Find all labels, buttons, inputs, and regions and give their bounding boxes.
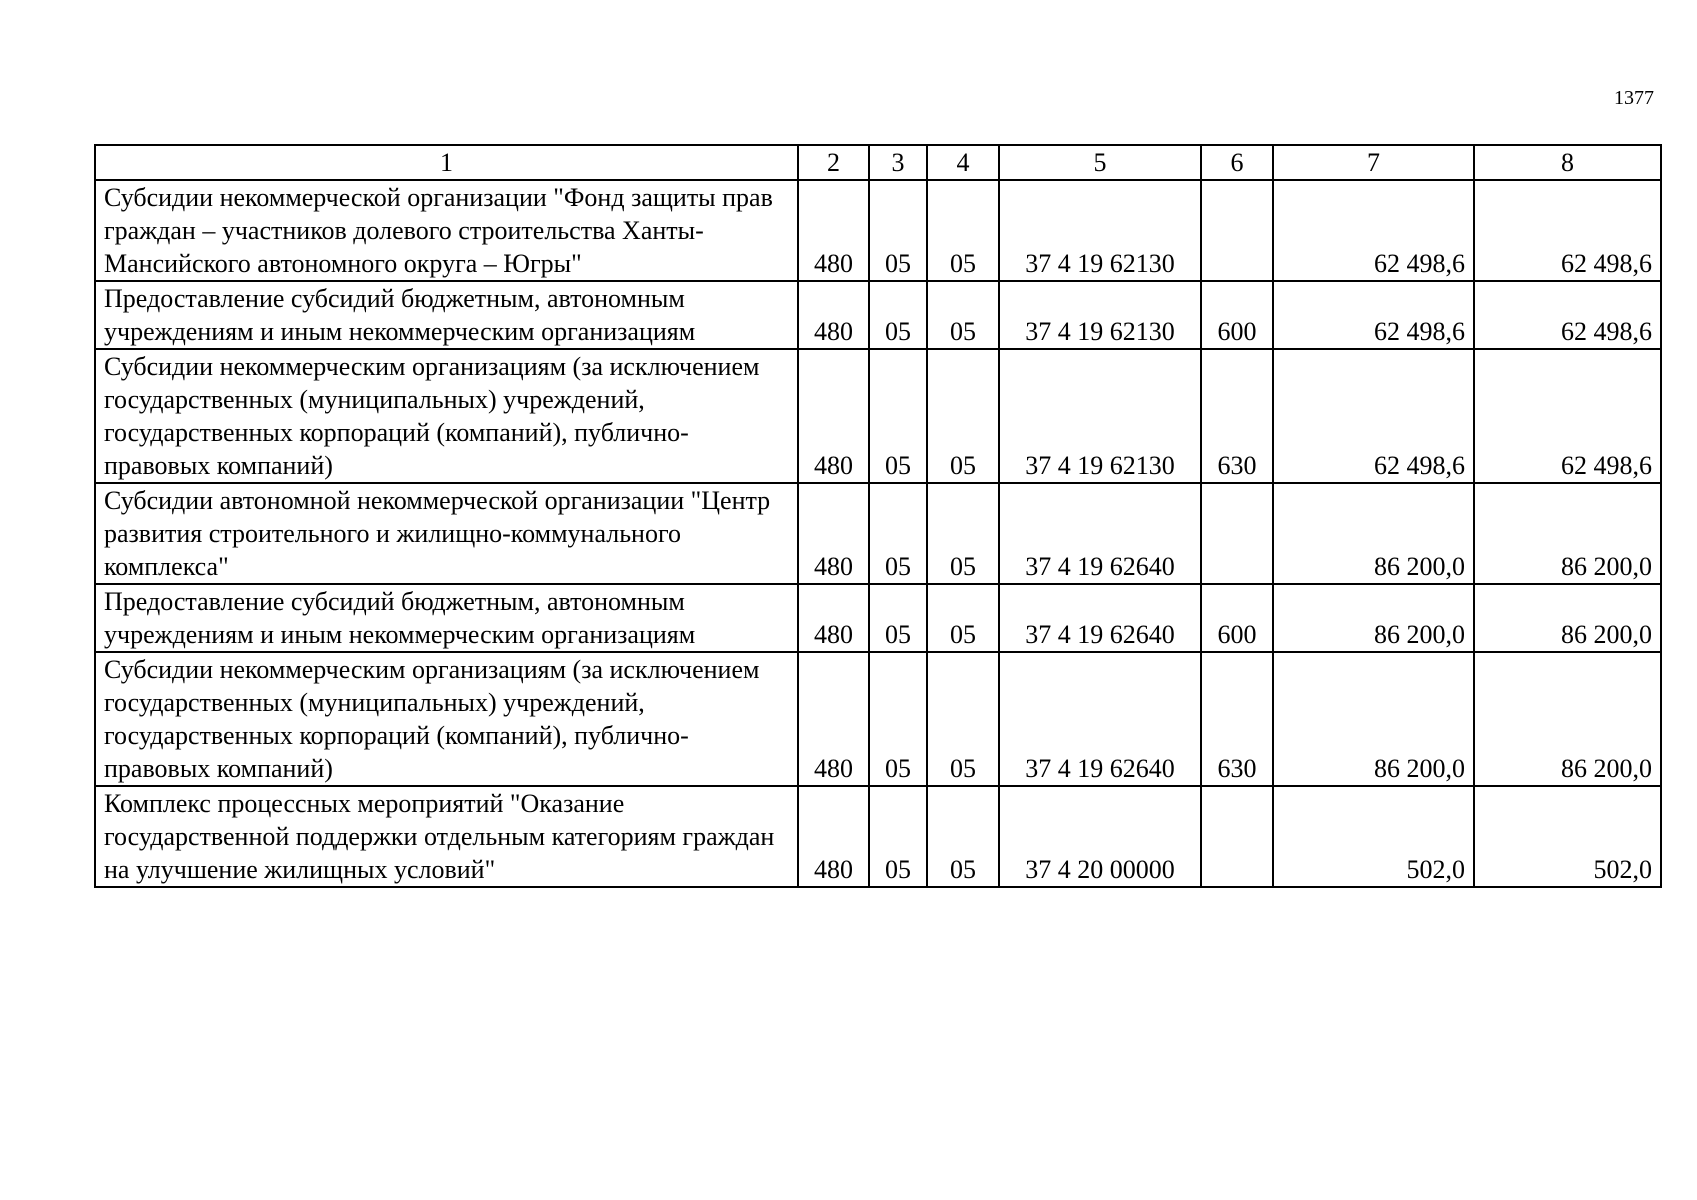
table-row [95, 584, 1661, 652]
row-col8: 502,0 [1474, 786, 1661, 887]
budget-table [94, 144, 1662, 888]
table-row [95, 180, 1661, 281]
row-col4: 05 [927, 652, 999, 786]
row-col6: 600 [1201, 281, 1273, 349]
row-col2: 480 [798, 281, 869, 349]
row-col7: 86 200,0 [1273, 652, 1474, 786]
row-col4: 05 [927, 483, 999, 584]
table-row [95, 483, 1661, 584]
table-row [95, 652, 1661, 786]
row-col5: 37 4 19 62640 [999, 584, 1201, 652]
row-col3: 05 [869, 483, 927, 584]
row-col3: 05 [869, 180, 927, 281]
row-col2: 480 [798, 786, 869, 887]
table-row [95, 786, 1661, 887]
row-col2: 480 [798, 652, 869, 786]
header-col-1: 1 [95, 145, 798, 180]
row-col6: 600 [1201, 584, 1273, 652]
row-col6: 630 [1201, 349, 1273, 483]
table-row [95, 281, 1661, 349]
row-col4: 05 [927, 180, 999, 281]
header-col-5: 5 [999, 145, 1201, 180]
row-name: Субсидии некоммерческим организациям (за исключением государственных (муниципальных) учреждений, государственных корпораций (компаний), публично-правовых компаний) [95, 349, 798, 483]
row-col5: 37 4 20 00000 [999, 786, 1201, 887]
header-col-8: 8 [1474, 145, 1661, 180]
row-col2: 480 [798, 349, 869, 483]
row-col3: 05 [869, 584, 927, 652]
row-col8: 86 200,0 [1474, 584, 1661, 652]
page-number: 1377 [1614, 87, 1654, 109]
header-col-7: 7 [1273, 145, 1474, 180]
row-col5: 37 4 19 62130 [999, 281, 1201, 349]
row-col6 [1201, 180, 1273, 281]
row-name: Предоставление субсидий бюджетным, автономным учреждениям и иным некоммерческим организациям [95, 584, 798, 652]
row-col2: 480 [798, 180, 869, 281]
row-col8: 86 200,0 [1474, 483, 1661, 584]
row-col2: 480 [798, 584, 869, 652]
row-col7: 86 200,0 [1273, 483, 1474, 584]
row-col6 [1201, 786, 1273, 887]
row-col4: 05 [927, 349, 999, 483]
header-col-3: 3 [869, 145, 927, 180]
row-col7: 62 498,6 [1273, 180, 1474, 281]
row-col8: 86 200,0 [1474, 652, 1661, 786]
row-col4: 05 [927, 786, 999, 887]
row-col5: 37 4 19 62640 [999, 483, 1201, 584]
header-col-2: 2 [798, 145, 869, 180]
header-col-4: 4 [927, 145, 999, 180]
header-col-6: 6 [1201, 145, 1273, 180]
row-col3: 05 [869, 281, 927, 349]
row-col8: 62 498,6 [1474, 281, 1661, 349]
row-col3: 05 [869, 786, 927, 887]
row-col6: 630 [1201, 652, 1273, 786]
row-col8: 62 498,6 [1474, 180, 1661, 281]
row-col3: 05 [869, 349, 927, 483]
row-col7: 62 498,6 [1273, 281, 1474, 349]
row-col7: 502,0 [1273, 786, 1474, 887]
row-name: Субсидии автономной некоммерческой организации "Центр развития строительного и жилищно-коммунального комплекса" [95, 483, 798, 584]
row-col5: 37 4 19 62130 [999, 180, 1201, 281]
row-name: Субсидии некоммерческой организации "Фонд защиты прав граждан – участников долевого строительства Ханты-Мансийского автономного округа – Югры" [95, 180, 798, 281]
table-row [95, 349, 1661, 483]
row-col3: 05 [869, 652, 927, 786]
header-row [95, 145, 1661, 180]
row-col6 [1201, 483, 1273, 584]
row-col5: 37 4 19 62130 [999, 349, 1201, 483]
row-col7: 62 498,6 [1273, 349, 1474, 483]
row-name: Комплекс процессных мероприятий "Оказание государственной поддержки отдельным категориям граждан на улучшение жилищных условий" [95, 786, 798, 887]
row-col8: 62 498,6 [1474, 349, 1661, 483]
row-col5: 37 4 19 62640 [999, 652, 1201, 786]
row-col2: 480 [798, 483, 869, 584]
row-col4: 05 [927, 281, 999, 349]
row-col4: 05 [927, 584, 999, 652]
row-col7: 86 200,0 [1273, 584, 1474, 652]
row-name: Субсидии некоммерческим организациям (за исключением государственных (муниципальных) учреждений, государственных корпораций (компаний), публично-правовых компаний) [95, 652, 798, 786]
row-name: Предоставление субсидий бюджетным, автономным учреждениям и иным некоммерческим организациям [95, 281, 798, 349]
